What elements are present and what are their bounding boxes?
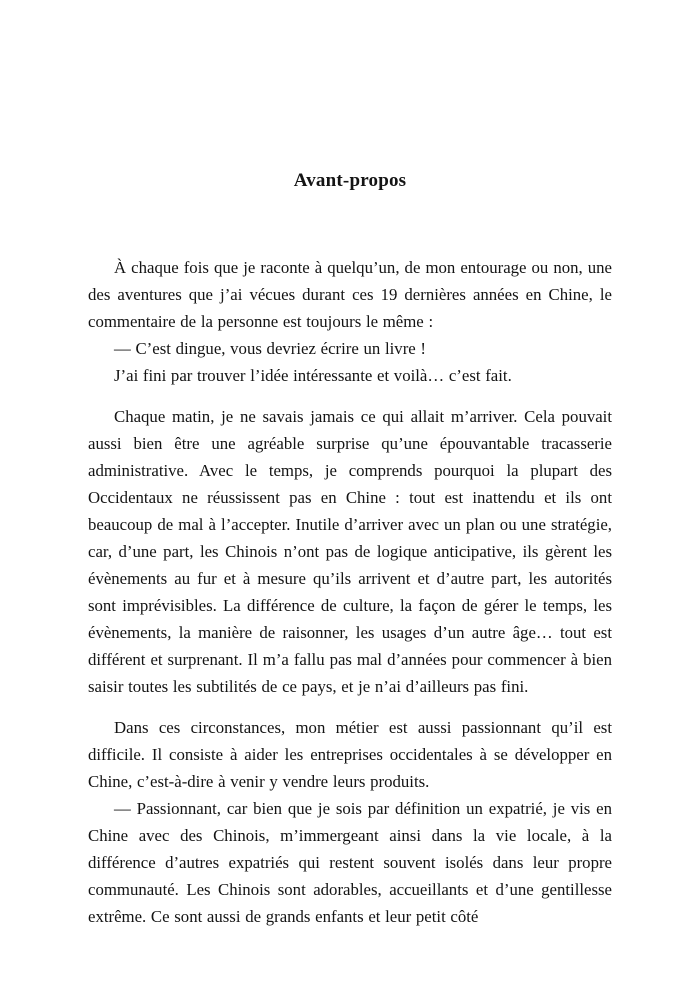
paragraph-conclusion-intro: J’ai fini par trouver l’idée intéressante et voilà… c’est fait. (114, 366, 512, 385)
paragraph-job: Dans ces circonstances, mon métier est aussi passionnant qu’il est difficile. Il consiste à aider les entreprises occidentales à se développer en Chine, c’est-à-dire à venir y vendre leurs produits. (88, 718, 612, 791)
paragraph-passionnant: — Passionnant, car bien que je sois par définition un expatrié, je vis en Chine avec des Chinois, m’immergeant ainsi dans la vie locale, à la différence d’autres expatriés qui restent souvent isolés dans leur propre communauté. Les Chinois sont adorables, accueillants et d’une gentillesse extrême. Ce sont aussi de grands enfants et leur petit côté (88, 799, 612, 926)
dialogue-line: — C’est dingue, vous devriez écrire un livre ! (114, 339, 427, 358)
page-title: Avant-propos (293, 170, 407, 191)
paragraph-daily-life: Chaque matin, je ne savais jamais ce qui allait m’arriver. Cela pouvait aussi bien être une agréable surprise qu’une épouvantable tracasserie administrative. Avec le temps, je comprends pourquoi la plupart des Occidentaux ne réussissent pas en Chine : tout est inattendu et ils ont beaucoup de mal à l’accepter. Inutile d’arriver avec un plan ou une stratégie, car, d’une part, les Chinois n’ont pas de logique anticipative, ils gèrent les évènements au fur et à mesure qu’ils arrivent et d’autre part, les autorités sont imprévisibles. La différence de culture, la façon de gérer le temps, les évènements, la manière de raisonner, les usages d’un autre âge… tout est différent et surprenant. Il m’a fallu pas mal d’années pour commencer à bien saisir toutes les subtilités de ce pays, et je n’ai d’ailleurs pas fini. (88, 407, 612, 696)
book-page (88, 0, 612, 930)
paragraph-intro: À chaque fois que je raconte à quelqu’un, de mon entourage ou non, une des aventures que j’ai vécues durant ces 19 dernières années en Chine, le commentaire de la personne est toujours le même : (88, 258, 612, 331)
